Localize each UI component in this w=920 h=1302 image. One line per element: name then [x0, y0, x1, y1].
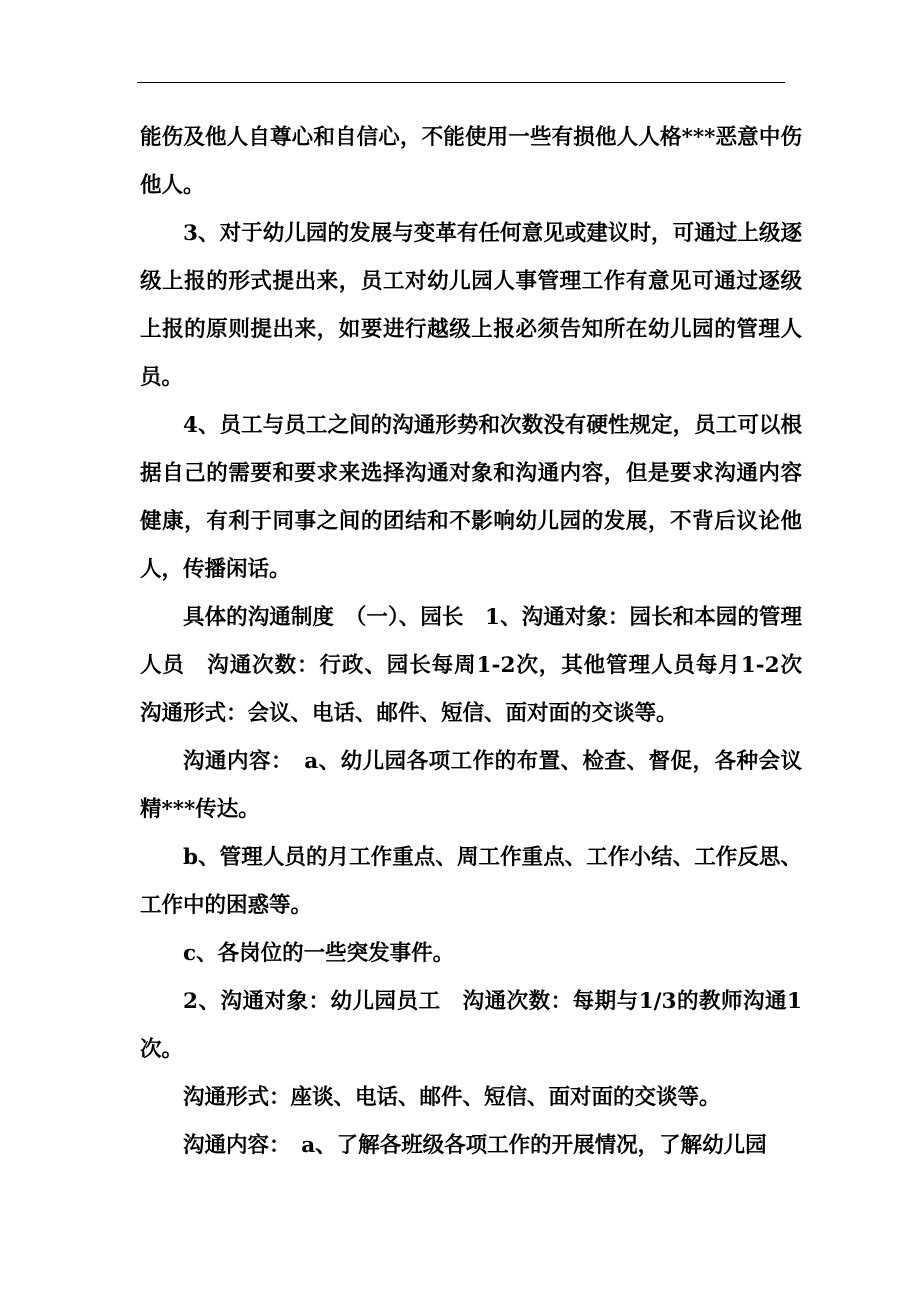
paragraph: b、管理人员的月工作重点、周工作重点、工作小结、工作反思、工作中的困惑等。 — [140, 845, 802, 918]
header-rule — [137, 82, 785, 83]
paragraph: 3、对于幼儿园的发展与变革有任何意见或建议时，可通过上级逐级上报的形式提出来，员工对幼儿园人事管理工作有意见可通过逐级上报的原则提出来，如要进行越级上报必须告知所在幼儿园的管理人员。 — [140, 221, 802, 390]
paragraph: 沟通形式：座谈、电话、邮件、短信、面对面的交谈等。 — [183, 1085, 721, 1110]
paragraph: 具体的沟通制度 （一）、园长 1、沟通对象：园长和本园的管理人员 沟通次数：行政、园长每周1-2次，其他管理人员每月1-2次 沟通形式：会议、电话、邮件、短信、面对面的交谈等。 — [140, 605, 824, 726]
paragraph: 能伤及他人自尊心和自信心，不能使用一些有损他人人格***恶意中伤他人。 — [140, 125, 802, 198]
document-body — [140, 114, 824, 1170]
paragraph: 2、沟通对象：幼儿园员工 沟通次数：每期与1/3的教师沟通1次。 — [140, 989, 802, 1062]
paragraph: 沟通内容： a、幼儿园各项工作的布置、检查、督促，各种会议精***传达。 — [140, 749, 802, 822]
paragraph: 沟通内容： a、了解各班级各项工作的开展情况，了解幼儿园 — [183, 1133, 767, 1158]
paragraph: 4、员工与员工之间的沟通形势和次数没有硬性规定，员工可以根据自己的需要和要求来选择沟通对象和沟通内容，但是要求沟通内容健康，有利于同事之间的团结和不影响幼儿园的发展，不背后议论他人，传播闲话。 — [140, 413, 802, 582]
paragraph: c、各岗位的一些突发事件。 — [183, 941, 455, 966]
